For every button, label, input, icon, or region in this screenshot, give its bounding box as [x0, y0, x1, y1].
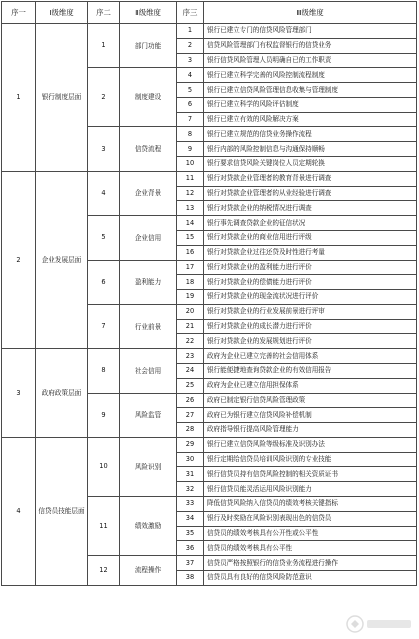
table-body [2, 24, 417, 586]
level3-seq-cell: 9 [177, 142, 204, 157]
level3-seq-cell: 36 [177, 541, 204, 556]
level3-seq-cell: 31 [177, 467, 204, 482]
level3-seq-cell: 12 [177, 186, 204, 201]
level3-dimension-cell: 银行对贷款企业管理者的教育背景进行调查 [204, 171, 417, 186]
level3-dimension-cell: 政府指导银行提高风险管理能力 [204, 423, 417, 438]
level3-dimension-cell: 信贷员的绩效考核具有公开性或公平性 [204, 526, 417, 541]
level2-dimension-cell: 绩效激励 [120, 497, 177, 556]
level3-dimension-cell: 银行内部的风险控制信息与沟通保持顺畅 [204, 142, 417, 157]
level2-seq-cell: 7 [88, 304, 120, 348]
level2-seq-cell: 9 [88, 393, 120, 437]
level3-dimension-cell: 银行事先调查贷款企业的征信状况 [204, 216, 417, 231]
level3-dimension-cell: 银行已建立有效的风险解决方案 [204, 112, 417, 127]
level2-seq-cell: 11 [88, 497, 120, 556]
level3-seq-cell: 30 [177, 452, 204, 467]
level3-seq-cell: 37 [177, 556, 204, 571]
table-row [2, 171, 417, 186]
level3-dimension-cell: 降低信贷风险纳入信贷员的绩效考核关键指标 [204, 497, 417, 512]
level3-dimension-cell: 银行已建立信贷风险管理信息收集与管理制度 [204, 83, 417, 98]
level3-seq-cell: 29 [177, 437, 204, 452]
level2-seq-cell: 1 [88, 24, 120, 68]
table-row [2, 349, 417, 364]
level1-seq-cell: 3 [2, 349, 36, 438]
level2-dimension-cell: 风险识别 [120, 437, 177, 496]
level3-dimension-cell: 银行对贷款企业的行业发展前景进行评审 [204, 304, 417, 319]
level2-dimension-cell: 信贷流程 [120, 127, 177, 171]
header-seq-2: 序二 [88, 2, 120, 24]
level3-seq-cell: 1 [177, 24, 204, 39]
header-seq-3: 序三 [177, 2, 204, 24]
level3-dimension-cell: 信贷员具有良好的信贷风险防范意识 [204, 570, 417, 585]
level2-seq-cell: 12 [88, 556, 120, 586]
header-level-2: Ⅱ级维度 [120, 2, 177, 24]
level3-dimension-cell: 银行已建立专门的信贷风险管理部门 [204, 24, 417, 39]
level3-seq-cell: 21 [177, 319, 204, 334]
level3-dimension-cell: 银行对贷款企业的发展规划进行评价 [204, 334, 417, 349]
level3-seq-cell: 14 [177, 216, 204, 231]
level3-seq-cell: 15 [177, 230, 204, 245]
level3-dimension-cell: 政府已制定银行信贷风险管理政策 [204, 393, 417, 408]
level3-seq-cell: 33 [177, 497, 204, 512]
level1-dimension-cell: 银行制度层面 [36, 24, 88, 172]
level3-seq-cell: 27 [177, 408, 204, 423]
level3-dimension-cell: 银行已建立规范的信贷业务操作流程 [204, 127, 417, 142]
level2-dimension-cell: 风险监管 [120, 393, 177, 437]
level2-dimension-cell: 企业背景 [120, 171, 177, 215]
level3-seq-cell: 7 [177, 112, 204, 127]
level3-dimension-cell: 银行已建立信贷风险等级标准及识别办法 [204, 437, 417, 452]
level3-seq-cell: 8 [177, 127, 204, 142]
level3-seq-cell: 19 [177, 290, 204, 305]
level3-dimension-cell: 银行对贷款企业的现金流状况进行评价 [204, 290, 417, 305]
level3-seq-cell: 13 [177, 201, 204, 216]
level1-dimension-cell: 企业发展层面 [36, 171, 88, 348]
level3-dimension-cell: 银行对贷款企业管理者的从业经验进行调查 [204, 186, 417, 201]
level3-seq-cell: 34 [177, 511, 204, 526]
level3-seq-cell: 5 [177, 83, 204, 98]
level3-seq-cell: 18 [177, 275, 204, 290]
level2-dimension-cell: 盈利能力 [120, 260, 177, 304]
level3-seq-cell: 32 [177, 482, 204, 497]
level3-dimension-cell: 信贷员的绩效考核具有公平性 [204, 541, 417, 556]
level3-dimension-cell: 银行对贷款企业的商业信用进行评级 [204, 230, 417, 245]
level3-dimension-cell: 银行要求信贷风险关键岗位人员定期轮换 [204, 157, 417, 172]
level3-dimension-cell: 银行信贷风险管理人员明确自已的工作职责 [204, 53, 417, 68]
level2-dimension-cell: 部门功能 [120, 24, 177, 68]
level3-dimension-cell: 银行对贷款企业的盈利能力进行评价 [204, 260, 417, 275]
level3-dimension-cell: 信贷风险管理部门有权监督银行的信贷业务 [204, 38, 417, 53]
level3-seq-cell: 2 [177, 38, 204, 53]
level3-seq-cell: 4 [177, 68, 204, 83]
level3-dimension-cell: 银行信贷员持有信贷风险控制的相关资质证书 [204, 467, 417, 482]
header-seq-1: 序一 [2, 2, 36, 24]
level1-seq-cell: 2 [2, 171, 36, 348]
level3-dimension-cell: 银行对贷款企业的纳税情况进行调查 [204, 201, 417, 216]
level2-seq-cell: 4 [88, 171, 120, 215]
level3-seq-cell: 16 [177, 245, 204, 260]
level2-dimension-cell: 企业信用 [120, 216, 177, 260]
level3-seq-cell: 35 [177, 526, 204, 541]
table-row [2, 24, 417, 39]
level3-dimension-cell: 银行对贷款企业的偿债能力进行评价 [204, 275, 417, 290]
level2-dimension-cell: 行业前景 [120, 304, 177, 348]
level3-seq-cell: 23 [177, 349, 204, 364]
level3-dimension-cell: 银行及时奖励在风险识别表现出色的信贷员 [204, 511, 417, 526]
level2-seq-cell: 2 [88, 68, 120, 127]
level3-seq-cell: 3 [177, 53, 204, 68]
level3-dimension-cell: 银行能便捷地查询贷款企业的有效信用报告 [204, 363, 417, 378]
level2-seq-cell: 5 [88, 216, 120, 260]
header-level-3: Ⅲ级维度 [204, 2, 417, 24]
level2-seq-cell: 8 [88, 349, 120, 393]
level2-seq-cell: 6 [88, 260, 120, 304]
level2-dimension-cell: 制度建设 [120, 68, 177, 127]
level1-seq-cell: 1 [2, 24, 36, 172]
level1-dimension-cell: 信贷员技能层面 [36, 437, 88, 585]
level3-dimension-cell: 银行信贷员能灵活运用风险识别能力 [204, 482, 417, 497]
level3-seq-cell: 26 [177, 393, 204, 408]
level2-seq-cell: 10 [88, 437, 120, 496]
level3-seq-cell: 28 [177, 423, 204, 438]
level3-dimension-cell: 政府为企业已建立信用担保体系 [204, 378, 417, 393]
level3-seq-cell: 38 [177, 570, 204, 585]
level1-seq-cell: 4 [2, 437, 36, 585]
level3-seq-cell: 25 [177, 378, 204, 393]
level3-seq-cell: 6 [177, 97, 204, 112]
level3-seq-cell: 11 [177, 171, 204, 186]
level3-dimension-cell: 政府已为银行建立信贷风险补偿机制 [204, 408, 417, 423]
level3-seq-cell: 24 [177, 363, 204, 378]
level3-dimension-cell: 政府为企业已建立完善的社会信用体系 [204, 349, 417, 364]
level3-seq-cell: 22 [177, 334, 204, 349]
level3-dimension-cell: 银行对贷款企业的成长潜力进行评价 [204, 319, 417, 334]
table-row [2, 437, 417, 452]
watermark-logo [345, 613, 415, 635]
header-row [2, 2, 417, 24]
level2-seq-cell: 3 [88, 127, 120, 171]
level2-dimension-cell: 流程操作 [120, 556, 177, 586]
header-level-1: Ⅰ级维度 [36, 2, 88, 24]
level3-seq-cell: 17 [177, 260, 204, 275]
dimension-table [1, 1, 417, 586]
level3-dimension-cell: 银行已建立科学完善的风险控制流程制度 [204, 68, 417, 83]
level1-dimension-cell: 政府政策层面 [36, 349, 88, 438]
level2-dimension-cell: 社会信用 [120, 349, 177, 393]
level3-seq-cell: 10 [177, 157, 204, 172]
level3-dimension-cell: 银行对贷款企业过往还贷及时性进行考量 [204, 245, 417, 260]
level3-dimension-cell: 银行定期给信贷员培训风险识别的专业技能 [204, 452, 417, 467]
level3-seq-cell: 20 [177, 304, 204, 319]
level3-dimension-cell: 银行已建立科学的风险评估制度 [204, 97, 417, 112]
level3-dimension-cell: 信贷员严格按照银行的信贷业务流程进行操作 [204, 556, 417, 571]
